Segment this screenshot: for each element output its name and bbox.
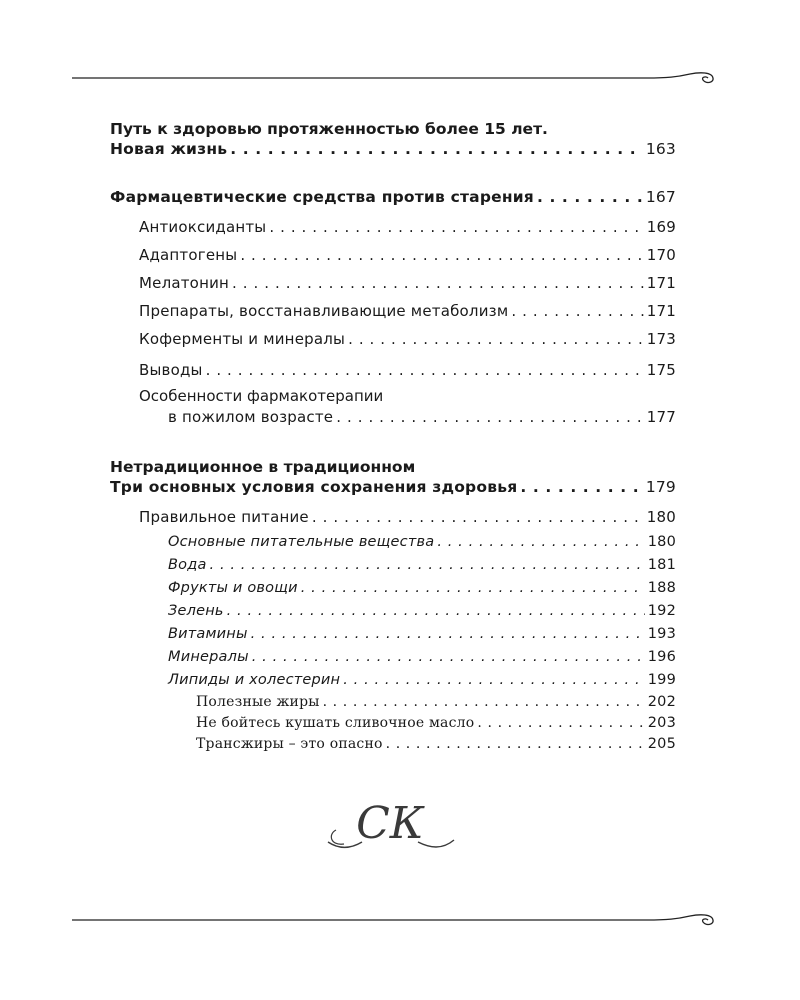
leader-dots <box>210 557 645 573</box>
toc-entry-healthy-fats[interactable] <box>110 694 676 710</box>
publisher-logo <box>322 790 458 860</box>
toc-entry-label: Коферменты и минералы <box>139 330 346 348</box>
toc-entry-label: Трансжиры – это опасно <box>196 736 383 752</box>
leader-dots <box>232 274 644 292</box>
toc-entry-label: Основные питательные вещества <box>168 534 435 550</box>
leader-dots <box>323 694 645 710</box>
toc-entry-label: Правильное питание <box>139 508 309 526</box>
toc-entry-label: Препараты, восстанавливающие метаболизм <box>139 302 509 320</box>
leader-dots <box>240 246 643 264</box>
toc-entry-antioxidants[interactable] <box>110 218 676 236</box>
toc-entry-elderly-pharmacotherapy[interactable] <box>110 408 676 426</box>
leader-dots <box>301 580 645 596</box>
toc-entry-label: Вода <box>168 557 207 573</box>
toc-entry-label: Липиды и холестерин <box>168 672 341 688</box>
toc-entry-butter[interactable] <box>110 715 676 731</box>
toc-page-number: 170 <box>646 246 676 264</box>
toc-entry-nutrition[interactable] <box>110 508 676 526</box>
toc-entry-nutrients[interactable] <box>110 534 676 550</box>
leader-dots <box>230 140 643 158</box>
leader-dots <box>227 603 645 619</box>
toc-entry-label: в пожилом возрасте <box>168 408 334 426</box>
toc-entry-vitamins[interactable] <box>110 626 676 642</box>
toc-page-number: 177 <box>646 408 676 426</box>
leader-dots <box>206 361 644 379</box>
leader-dots <box>343 672 644 688</box>
toc-page-number: 169 <box>646 218 676 236</box>
toc-page-number: 175 <box>646 361 676 379</box>
toc-entry-three-conditions[interactable] <box>110 478 676 496</box>
toc-page-number: 180 <box>646 508 676 526</box>
toc-entry-label: Фрукты и овощи <box>168 580 298 596</box>
toc-entry-label: Выводы <box>139 361 203 379</box>
toc-entry-label: Минералы <box>168 649 249 665</box>
leader-dots <box>251 626 645 642</box>
leader-dots <box>269 218 643 236</box>
toc-page-number: 179 <box>645 478 676 496</box>
toc-page-number: 202 <box>647 694 676 710</box>
toc-entry-fruits-vegetables[interactable] <box>110 580 676 596</box>
leader-dots <box>348 330 644 348</box>
leader-dots <box>386 736 645 752</box>
leader-dots <box>511 302 643 320</box>
toc-entry-conclusions[interactable] <box>110 361 676 379</box>
toc-page-number: 167 <box>645 188 676 206</box>
leader-dots <box>537 188 643 206</box>
leader-dots <box>437 534 644 550</box>
toc-page-number: 173 <box>646 330 676 348</box>
leader-dots <box>312 508 644 526</box>
toc-entry-label: Адаптогены <box>139 246 238 264</box>
bottom-decorative-rule <box>72 910 720 930</box>
toc-page-number: 199 <box>647 672 676 688</box>
toc-entry-label: Не бойтесь кушать сливочное масло <box>196 715 475 731</box>
toc-entry-metabolism-drugs[interactable] <box>110 302 676 320</box>
toc-page-number: 188 <box>647 580 676 596</box>
toc-page-number: 171 <box>646 302 676 320</box>
toc-page-number: 171 <box>646 274 676 292</box>
leader-dots <box>336 408 644 426</box>
toc-entry-label: Мелатонин <box>139 274 230 292</box>
toc-page-number: 163 <box>645 140 676 158</box>
toc-entry-coenzymes[interactable] <box>110 330 676 348</box>
toc-page-number: 205 <box>647 736 676 752</box>
toc-entry-lipids[interactable] <box>110 672 676 688</box>
toc-entry-greens[interactable] <box>110 603 676 619</box>
toc-section-3-line1: Нетрадиционное в традиционном <box>110 458 416 476</box>
toc-page-number: 181 <box>647 557 676 573</box>
toc-entry-adaptogens[interactable] <box>110 246 676 264</box>
toc-page-number: 180 <box>647 534 676 550</box>
toc-page-number: 203 <box>647 715 676 731</box>
toc-entry-label: Новая жизнь <box>110 140 228 158</box>
toc-entry-pharma[interactable] <box>110 188 676 206</box>
toc-entry-label: Фармацевтические средства против старения <box>110 188 534 206</box>
toc-entry-minerals[interactable] <box>110 649 676 665</box>
toc-entry-elderly-line1: Особенности фармакотерапии <box>139 387 384 405</box>
toc-entry-label: Три основных условия сохранения здоровья <box>110 478 518 496</box>
toc-entry-label: Полезные жиры <box>196 694 320 710</box>
leader-dots <box>252 649 645 665</box>
toc-entry-label: Витамины <box>168 626 248 642</box>
toc-entry-water[interactable] <box>110 557 676 573</box>
logo-monogram: СК <box>356 798 424 849</box>
toc-page-number: 196 <box>647 649 676 665</box>
leader-dots <box>477 715 644 731</box>
toc-entry-trans-fats[interactable] <box>110 736 676 752</box>
toc-page-number: 192 <box>647 603 676 619</box>
leader-dots <box>520 478 642 496</box>
toc-section-1-line1: Путь к здоровью протяженностью более 15 лет. <box>110 120 548 138</box>
toc-entry-label: Зелень <box>168 603 224 619</box>
top-decorative-rule <box>72 68 720 88</box>
toc-entry-label: Антиоксиданты <box>139 218 267 236</box>
toc-entry-new-life[interactable] <box>110 140 676 158</box>
toc-entry-melatonin[interactable] <box>110 274 676 292</box>
toc-page-number: 193 <box>647 626 676 642</box>
